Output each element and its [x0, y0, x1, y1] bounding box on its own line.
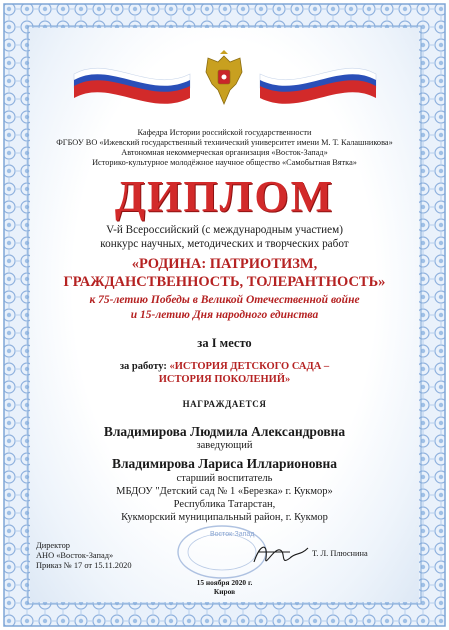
contest-line-1: V-й Всероссийский (с международным участием) [106, 224, 343, 236]
work-title-1: «ИСТОРИЯ ДЕТСКОГО САДА – [169, 361, 330, 372]
org-line-4: Историко-культурное молодёжное научное общество «Самобытная Вятка» [92, 158, 357, 167]
region-line-1: Республика Татарстан, [173, 499, 276, 510]
diploma-title: ДИПЛОМ [114, 172, 335, 221]
contest-theme-1: «РОДИНА: ПАТРИОТИЗМ, [131, 256, 318, 272]
order-reference: Приказ № 17 от 15.11.2020 [36, 561, 132, 570]
recipient-name-1: Владимирова Людмила Александровна [103, 424, 346, 439]
contest-line-2: конкурс научных, методических и творческих работ [100, 238, 349, 250]
director-label: Директор [36, 541, 70, 550]
issue-date: 15 ноября 2020 г. [196, 578, 253, 587]
org-line-2: ФГБОУ ВО «Ижевский государственный технический университет имени М. Т. Калашникова» [56, 138, 393, 147]
stamp-text: Восток-Запад [210, 531, 255, 538]
institution-name: МБДОУ "Детский сад № 1 «Березка» г. Кукмор» [116, 486, 333, 497]
org-line-1: Кафедра Истории российской государственности [137, 128, 312, 137]
award-place: за I место [197, 336, 252, 350]
work-title-2: ИСТОРИЯ ПОКОЛЕНИЙ» [158, 374, 291, 385]
contest-theme-2: ГРАЖДАНСТВЕННОСТЬ, ТОЛЕРАНТНОСТЬ» [63, 274, 386, 290]
region-line-2: Кукморский муниципальный район, г. Кукмор [121, 512, 328, 523]
org-line-3: Автономная некоммерческая организация «Восток-Запад» [121, 148, 328, 157]
recipient-role-2: старший воспитатель [176, 473, 273, 484]
work-label: за работу: [119, 361, 167, 372]
recipient-name-2: Владимирова Лариса Илларионовна [111, 456, 338, 471]
awarded-label: НАГРАЖДАЕТСЯ [182, 399, 267, 409]
dedication-line-2: и 15-летию Дня народного единства [130, 309, 319, 321]
director-signature [250, 538, 314, 572]
issue-city: Киров [213, 587, 236, 596]
coat-of-arms-icon [196, 50, 252, 110]
signer-name: Т. Л. Плюснина [312, 549, 368, 558]
work-title-line-1 [0, 361, 449, 374]
recipient-role-1: заведующий [196, 440, 253, 451]
dedication-line-1: к 75-летию Победы в Великой Отечественной войне [89, 294, 360, 306]
director-org: АНО «Восток-Запад» [36, 551, 114, 560]
